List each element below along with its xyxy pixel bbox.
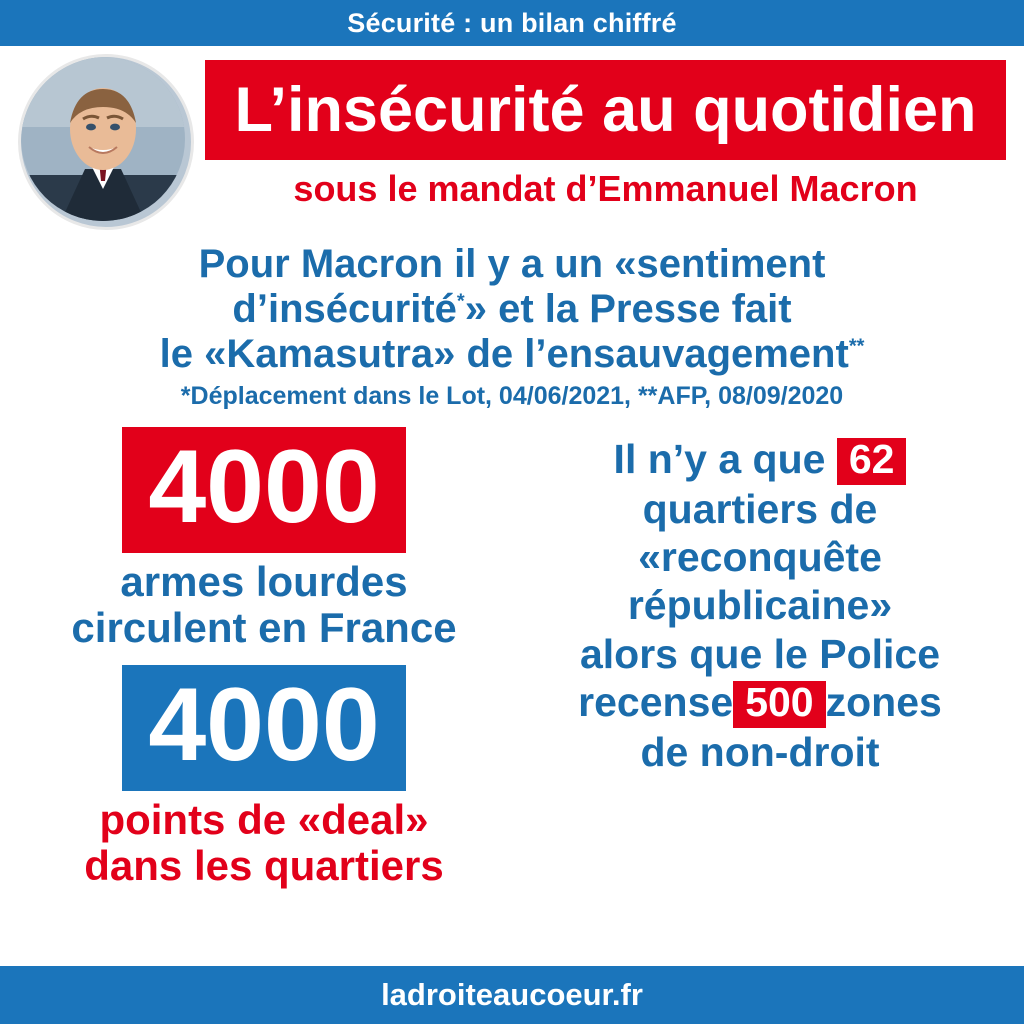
right-line-6-pre: recense: [578, 679, 734, 726]
main-title: L’insécurité au quotidien: [234, 74, 977, 145]
footnote-marker-1: *: [456, 290, 465, 313]
quote-block: [20, 242, 1004, 378]
stats-columns: [0, 411, 1024, 966]
right-line-2: quartiers de: [642, 485, 878, 532]
stat-2-number: 4000: [122, 665, 405, 791]
portrait-illustration: [21, 57, 185, 221]
quote-line-2: [20, 287, 1004, 332]
right-line-6-post: zones: [825, 679, 942, 726]
stat-1-number: 4000: [122, 427, 405, 553]
highlight-number-62: 62: [837, 438, 907, 485]
stat-1-caption-line-1: armes lourdes: [120, 557, 408, 605]
stat-2-caption-line-1: points de «deal»: [99, 795, 429, 843]
stat-1-caption-line-2: circulent en France: [71, 603, 457, 651]
top-banner-label: Sécurité : un bilan chiffré: [347, 7, 677, 38]
subtitle: sous le mandat d’Emmanuel Macron: [293, 168, 918, 209]
right-line-3: «reconquête: [638, 533, 882, 580]
top-banner: [0, 0, 1024, 46]
quote-line-3-a: le «Kamasutra» de l’ensauvagement: [159, 332, 849, 377]
right-line-5: alors que le Police: [579, 630, 941, 677]
stat-1-caption: [71, 559, 456, 651]
right-line-1-text: Il n’y a que: [613, 435, 826, 482]
quote-line-2-a: d’insécurité: [232, 287, 457, 332]
footer-banner: [0, 966, 1024, 1024]
highlight-number-500: 500: [733, 681, 825, 728]
stat-2-caption-line-2: dans les quartiers: [84, 842, 444, 890]
website-label[interactable]: ladroiteaucoeur.fr: [381, 977, 643, 1012]
quote-line-3: [20, 332, 1004, 377]
stats-left-column: [16, 421, 512, 966]
footnote-marker-2: **: [848, 336, 865, 359]
stats-right-column: [512, 421, 1008, 966]
right-line-4: républicaine»: [627, 582, 893, 629]
header-block: [0, 46, 1024, 236]
quote-line-1: Pour Macron il y a un «sentiment: [198, 242, 826, 286]
quote-line-2-b: » et la Presse fait: [464, 287, 792, 332]
stat-2-caption: [84, 797, 443, 889]
main-title-banner: [205, 60, 1006, 160]
quote-source: *Déplacement dans le Lot, 04/06/2021, **AFP, 08/09/2020: [180, 381, 844, 410]
right-line-6: [578, 678, 942, 728]
right-line-1: [614, 435, 907, 485]
avatar: [18, 54, 194, 230]
right-line-7: de non-droit: [640, 729, 880, 776]
